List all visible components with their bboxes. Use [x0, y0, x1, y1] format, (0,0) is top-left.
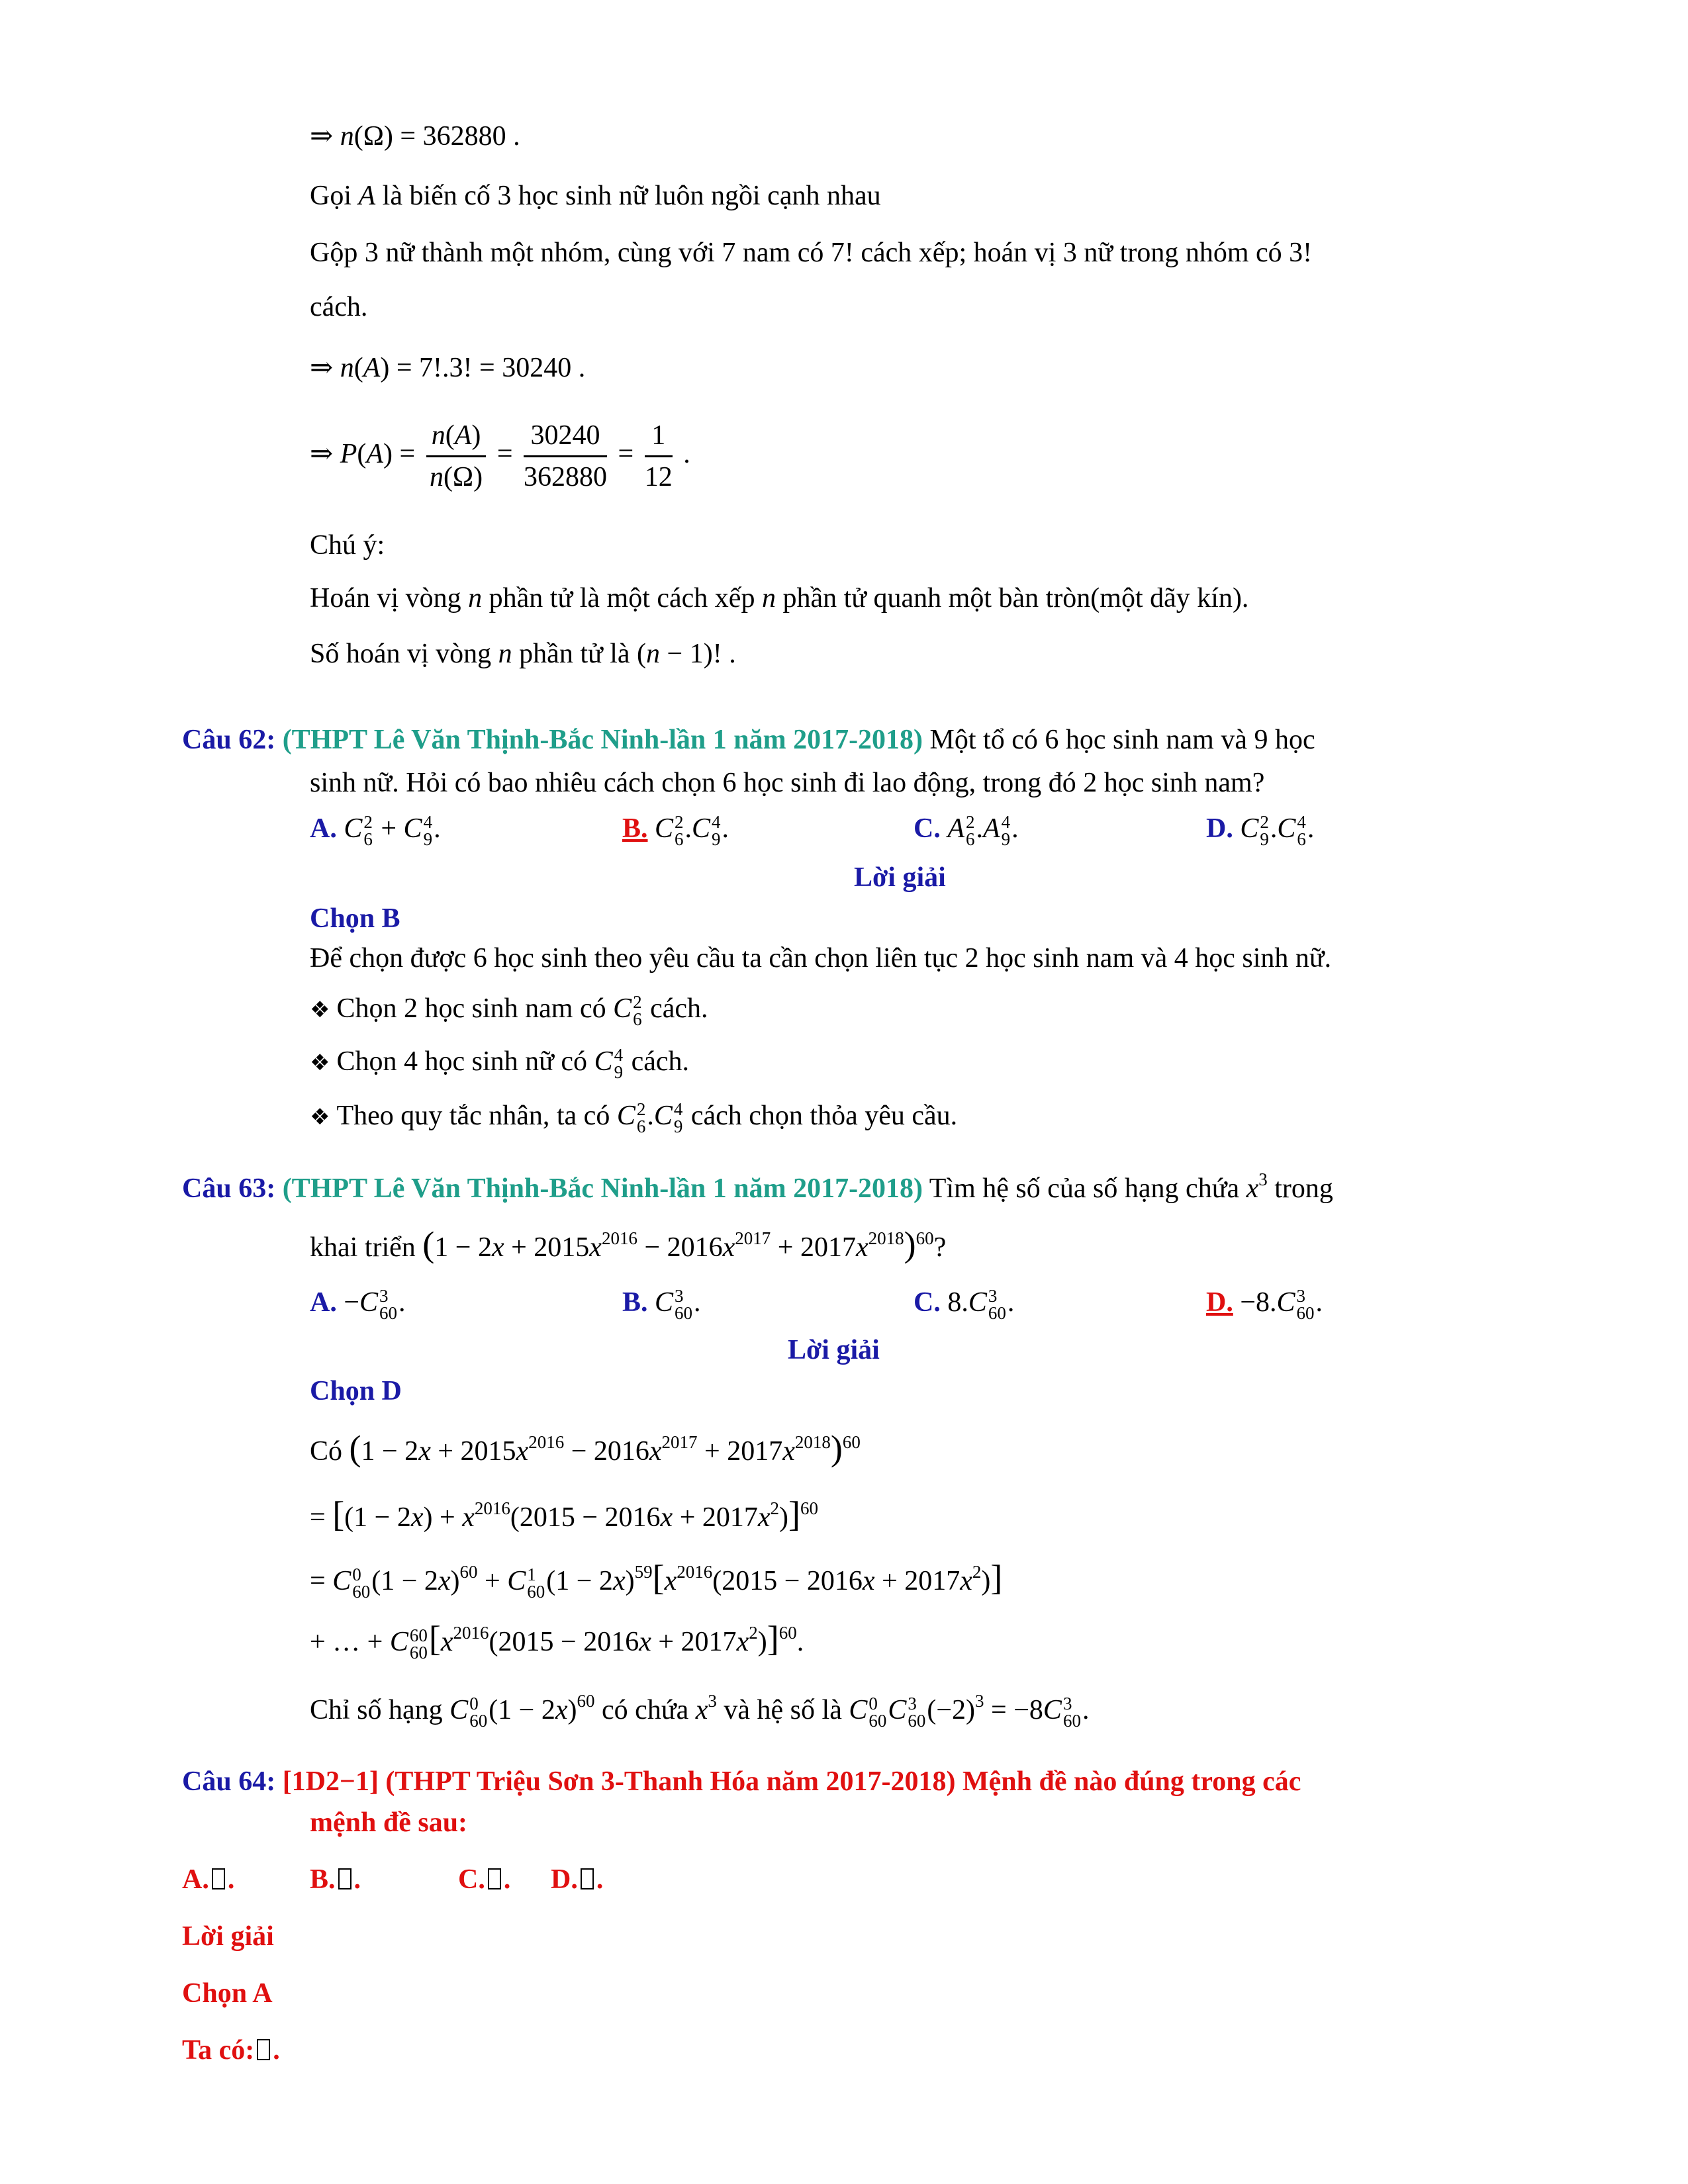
- q64-option-c-letter: C.: [458, 1864, 485, 1895]
- missing-glyph-icon: [338, 1868, 352, 1889]
- fraction-n-a-n-omega: $\frac{n(A)}{n(\Omega)}$: [426, 416, 487, 497]
- q62-text-part2: sinh nữ. Hỏi có bao nhiêu cách chọn 6 học sinh đi lao động, trong đó 2 học sinh nam?: [310, 768, 1265, 798]
- missing-glyph-icon: [212, 1868, 225, 1889]
- diamond-bullet-icon: ❖: [310, 1050, 330, 1076]
- q64-text-part1: [1D2−1] (THPT Triệu Sơn 3-Thanh Hóa năm 2017-2018) Mệnh đề nào đúng trong các: [282, 1766, 1301, 1797]
- fraction-30240-362880: $\frac{30240}{362880}$: [524, 416, 607, 497]
- q62-bullet-2: ❖ Chọn 4 học sinh nữ có C 4 9 cách.: [310, 1045, 690, 1083]
- missing-glyph-icon: [488, 1868, 501, 1889]
- n-omega-line: ⇒ n(Ω) = 362880 .: [310, 121, 520, 152]
- q63-answer: Chọn D: [310, 1376, 402, 1406]
- q64-solution-heading: Lời giải: [182, 1921, 274, 1952]
- diamond-bullet-icon: ❖: [310, 1104, 330, 1130]
- q62-header: [182, 721, 1315, 758]
- q63-step-3: = C 0 60 $(1 - 2x)^{60} + C$ 1 60 $(1 - 2x)^{59}[x^{2016}(2015 - 2016x + 2017x^2)]$: [310, 1558, 1003, 1602]
- q64-text-part2: mệnh đề sau:: [310, 1807, 468, 1838]
- circular-permutation-definition: Hoán vị vòng n phần tử là một cách xếp n phần tử quanh một bàn tròn(một dãy kín).: [310, 583, 1249, 614]
- q64-option-d[interactable]: D. .: [551, 1864, 604, 1895]
- circular-permutation-count: Số hoán vị vòng n phần tử là (n − 1)! .: [310, 639, 736, 669]
- q63-header: [182, 1170, 1333, 1210]
- q64-option-b[interactable]: B. .: [310, 1864, 361, 1895]
- q62-option-b-letter: B.: [622, 813, 648, 844]
- q62-bullet-3: ❖ Theo quy tắc nhân, ta có C 2 6 .C 4 9 cách chọn thỏa yêu cầu.: [310, 1099, 958, 1137]
- q62-label: Câu 62:: [182, 725, 276, 755]
- q63-option-b-letter: B.: [622, 1287, 648, 1318]
- q64-answer: Chọn A: [182, 1978, 273, 2009]
- q62-option-b[interactable]: B. C 2 6 .C 4 9 .: [622, 812, 729, 850]
- q63-step-2: = $[(1 - 2x) + x^{2016}(2015 - 2016x + 2017x^2)]^{60}$: [310, 1494, 819, 1534]
- q62-option-d-letter: D.: [1206, 813, 1233, 844]
- q62-option-c[interactable]: C. A 2 6 .A 4 9 .: [914, 812, 1019, 850]
- missing-glyph-icon: [581, 1868, 594, 1889]
- q63-conclusion: Chỉ số hạng C 0 60 $(1 - 2x)^{60}$ có chứa $x^3$ và hệ số là C 0 60 C 3 60 $(-2)^3 = -8C$ 3 60 .: [310, 1691, 1090, 1731]
- q62-option-a-letter: A.: [310, 813, 337, 844]
- missing-glyph-icon: [257, 2039, 270, 2060]
- q63-text-part2: khai triển $(1 - 2x + 2015x^{2016} - 2016x^{2017} + 2017x^{2018})^{60}$?: [310, 1224, 947, 1264]
- q62-solution-line1: Để chọn được 6 học sinh theo yêu cầu ta cần chọn liên tục 2 học sinh nam và 4 học sinh nữ.: [310, 943, 1332, 974]
- q62-solution-heading: Lời giải: [854, 862, 946, 893]
- q62-option-a[interactable]: A. C 2 6 + C 4 9 .: [310, 812, 441, 850]
- q63-step-4: + … + C 60 60 $[x^{2016}(2015 - 2016x + 2017x^2)]^{60}$.: [310, 1619, 804, 1663]
- q63-option-c[interactable]: C. 8.C 3 60 .: [914, 1286, 1015, 1324]
- q62-option-d[interactable]: D. C 2 9 .C 4 6 .: [1206, 812, 1315, 850]
- q64-option-a-letter: A.: [182, 1864, 209, 1895]
- note-heading: Chú ý:: [310, 530, 385, 561]
- q63-label: Câu 63:: [182, 1173, 276, 1204]
- diamond-bullet-icon: ❖: [310, 997, 330, 1023]
- q62-source: (THPT Lê Văn Thịnh-Bắc Ninh-lần 1 năm 2017-2018): [282, 725, 923, 755]
- q64-option-b-letter: B.: [310, 1864, 336, 1895]
- q63-co-label: Có: [310, 1436, 343, 1467]
- q64-label: Câu 64:: [182, 1766, 276, 1797]
- q64-option-c[interactable]: C. .: [458, 1864, 511, 1895]
- q63-source: (THPT Lê Văn Thịnh-Bắc Ninh-lần 1 năm 2017-2018): [282, 1173, 923, 1204]
- probability-line: ⇒ P(A) = $\frac{n(A)}{n(\Omega)}$ = $\frac{30240}{362880}$ = $\frac{1}{12}$ .: [310, 416, 690, 502]
- q63-solution-heading: Lời giải: [788, 1335, 880, 1365]
- q63-option-c-letter: C.: [914, 1287, 941, 1318]
- q63-option-d[interactable]: D. −8.C 3 60 .: [1206, 1286, 1323, 1324]
- q64-ta-co: Ta có: .: [182, 2035, 280, 2066]
- n-a-line: ⇒ n(A) = 7!.3! = 30240 .: [310, 353, 586, 383]
- grouping-line: Gộp 3 nữ thành một nhóm, cùng với 7 nam có 7! cách xếp; hoán vị 3 nữ trong nhóm có 3!: [310, 238, 1313, 268]
- fraction-1-12: $\frac{1}{12}$: [645, 416, 673, 497]
- q64-option-d-letter: D.: [551, 1864, 578, 1895]
- q63-option-a-letter: A.: [310, 1287, 337, 1318]
- q64-ta-co-label: Ta có:: [182, 2035, 255, 2066]
- cach-line: cách.: [310, 292, 368, 322]
- q63-option-a[interactable]: A. −C 3 60 .: [310, 1286, 406, 1324]
- q63-text-part1: Tìm hệ số của số hạng chứa $x^3$ trong: [929, 1169, 1333, 1204]
- q62-answer: Chọn B: [310, 903, 400, 934]
- q62-text-part1: Một tổ có 6 học sinh nam và 9 học: [929, 725, 1315, 755]
- q64-option-a[interactable]: A. .: [182, 1864, 235, 1895]
- q63-option-d-letter: D.: [1206, 1287, 1233, 1318]
- q63-option-b[interactable]: B. C 3 60 .: [622, 1286, 701, 1324]
- q62-option-c-letter: C.: [914, 813, 941, 844]
- q62-bullet-1: ❖ Chọn 2 học sinh nam có C 2 6 cách.: [310, 992, 708, 1030]
- q63-step-1: Có $(1 - 2x + 2015x^{2016} - 2016x^{2017} + 2017x^{2018})^{60}$: [310, 1428, 861, 1468]
- event-a-definition: Gọi A là biến cố 3 học sinh nữ luôn ngồi cạnh nhau: [310, 181, 881, 211]
- q64-header: [182, 1763, 1301, 1800]
